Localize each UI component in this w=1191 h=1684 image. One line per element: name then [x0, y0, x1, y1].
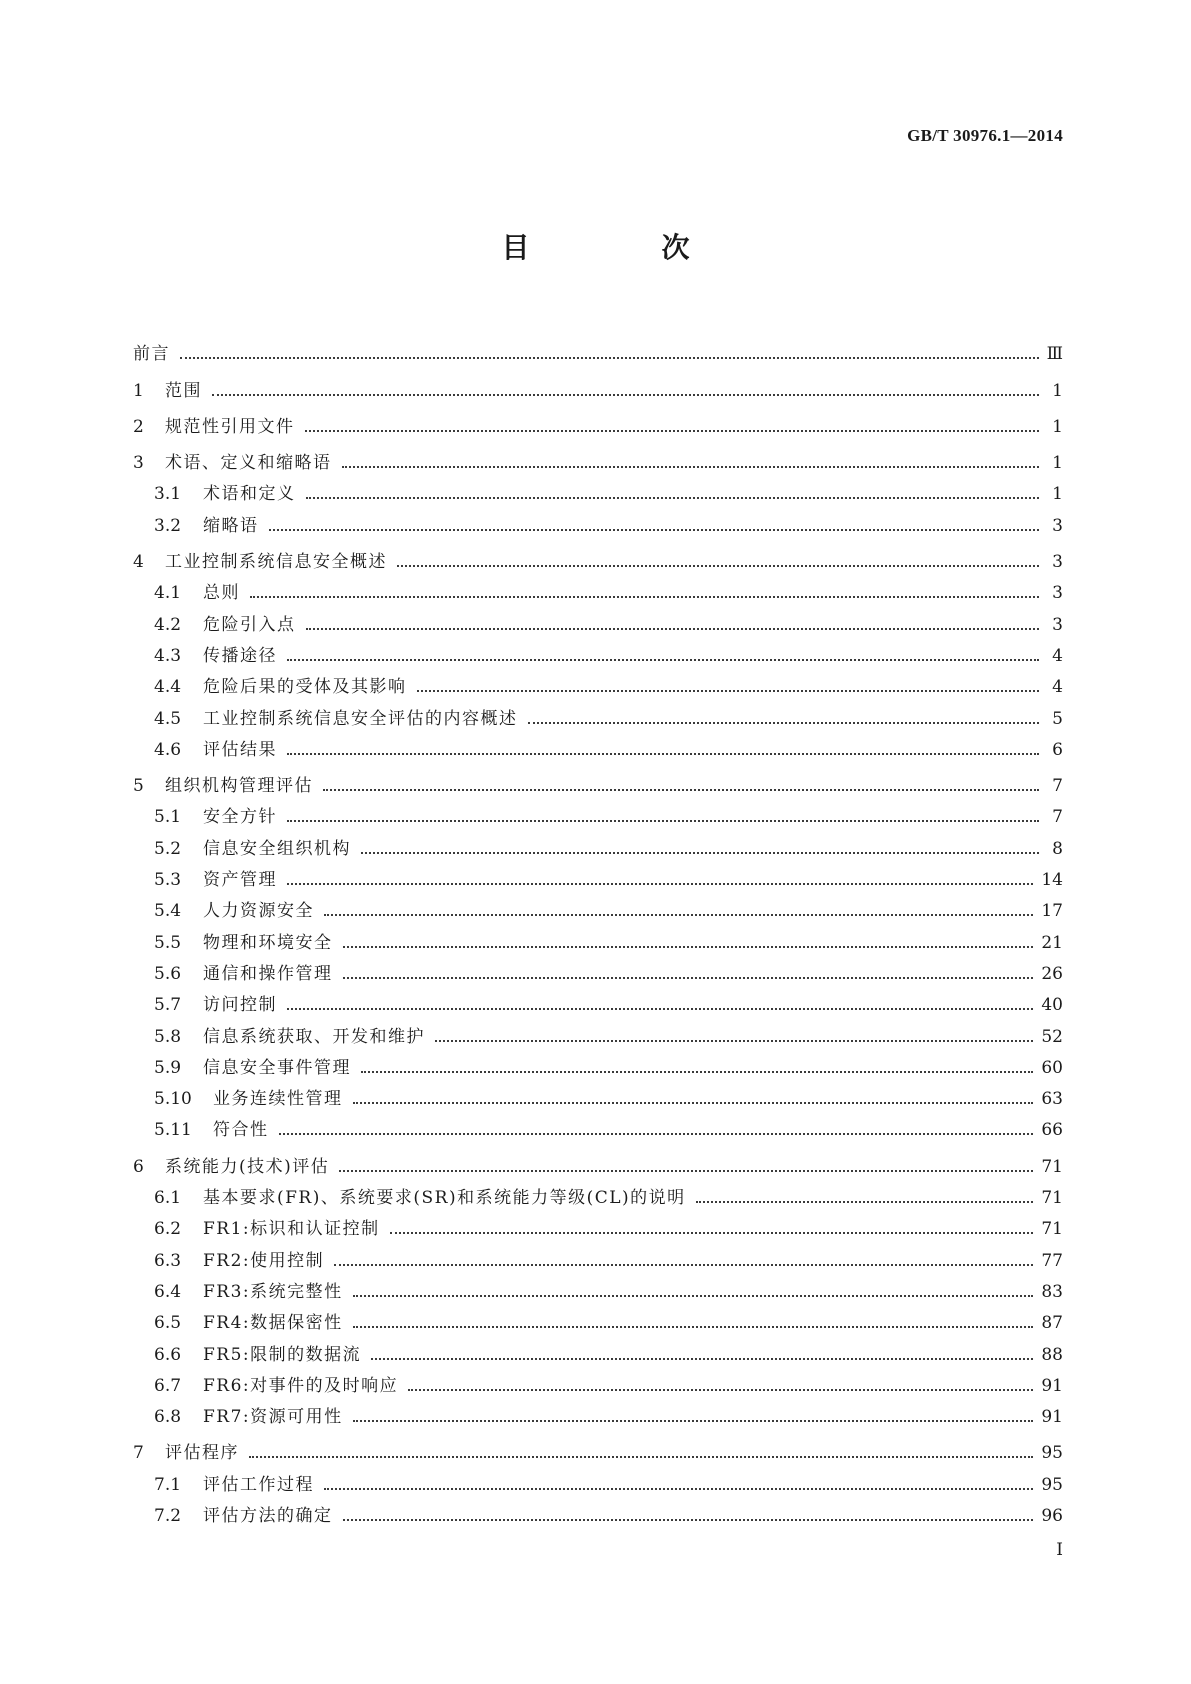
- toc-entry-number: 4.3: [154, 645, 182, 666]
- toc-entry-number: 6.5: [154, 1313, 182, 1334]
- toc-entry-page: 21: [1041, 932, 1063, 953]
- toc-entry[interactable]: [133, 826, 1063, 857]
- toc-entry-title: 信息系统获取、开发和维护: [203, 1026, 425, 1047]
- toc-entry-page: 66: [1041, 1120, 1063, 1141]
- toc-entry-page: 95: [1041, 1474, 1063, 1495]
- toc-entry-number: 6.1: [154, 1188, 182, 1209]
- toc-dot-leader: [323, 789, 1039, 791]
- toc-entry-title: FR1:标识和认证控制: [203, 1219, 380, 1240]
- toc-entry-title: 评估方法的确定: [203, 1505, 333, 1526]
- toc-entry-page: 14: [1041, 870, 1063, 891]
- toc-entry-page: 95: [1041, 1443, 1063, 1464]
- toc-entry[interactable]: [133, 1207, 1063, 1238]
- toc-entry[interactable]: [133, 405, 1063, 436]
- toc-entry-page: 83: [1041, 1281, 1063, 1302]
- toc-entry-page: 7: [1052, 776, 1063, 797]
- toc-entry-page: 3: [1052, 614, 1063, 635]
- toc-entry-number: 5.3: [154, 870, 182, 891]
- toc-entry-title: 规范性引用文件: [165, 416, 295, 437]
- toc-entry-number: 6: [133, 1156, 144, 1177]
- toc-entry-title: 人力资源安全: [203, 901, 314, 922]
- toc-entry-title: 评估结果: [203, 739, 277, 760]
- toc-entry[interactable]: [133, 983, 1063, 1014]
- toc-dot-leader: [353, 1295, 1034, 1297]
- toc-entry-page: 8: [1052, 838, 1063, 859]
- toc-entry[interactable]: [133, 795, 1063, 826]
- toc-entry-title: 总则: [203, 583, 240, 604]
- toc-entry[interactable]: [133, 1332, 1063, 1363]
- toc-dot-leader: [371, 1358, 1033, 1360]
- toc-dot-leader: [287, 883, 1033, 885]
- toc-entry-number: 5.1: [154, 807, 182, 828]
- toc-dot-leader: [353, 1420, 1034, 1422]
- toc-entry-number: 5.9: [154, 1057, 182, 1078]
- toc-entry-page: 1: [1052, 453, 1063, 474]
- toc-entry[interactable]: [133, 540, 1063, 571]
- toc-dot-leader: [353, 1102, 1034, 1104]
- toc-entry[interactable]: [133, 1108, 1063, 1139]
- toc-entry-page: 7: [1052, 807, 1063, 828]
- toc-entry-page: 71: [1041, 1188, 1063, 1209]
- toc-entry-title: 危险引入点: [203, 614, 296, 635]
- toc-dot-leader: [250, 596, 1039, 598]
- toc-entry[interactable]: [133, 1046, 1063, 1077]
- toc-entry-number: 5.11: [154, 1120, 192, 1141]
- toc-dot-leader: [180, 357, 1039, 359]
- toc-entry[interactable]: [133, 858, 1063, 889]
- toc-dot-leader: [305, 430, 1040, 432]
- toc-entry-title: 访问控制: [203, 995, 277, 1016]
- toc-entry[interactable]: [133, 1395, 1063, 1426]
- toc-entry-number: 5.2: [154, 838, 182, 859]
- toc-entry[interactable]: [133, 1077, 1063, 1108]
- toc-entry-page: 1: [1052, 380, 1063, 401]
- toc-entry-number: 5.5: [154, 932, 182, 953]
- toc-entry-number: 7.1: [154, 1474, 182, 1495]
- toc-dot-leader: [397, 565, 1039, 567]
- toc-dot-leader: [287, 753, 1039, 755]
- toc-dot-leader: [212, 394, 1039, 396]
- toc-entry-title: 通信和操作管理: [203, 963, 333, 984]
- toc-dot-leader: [435, 1040, 1033, 1042]
- toc-entry-number: 3.2: [154, 515, 182, 536]
- toc-dot-leader: [361, 852, 1039, 854]
- toc-entry[interactable]: [133, 503, 1063, 534]
- toc-dot-leader: [361, 1071, 1033, 1073]
- toc-dot-leader: [342, 466, 1040, 468]
- toc-entry-title: 资产管理: [203, 870, 277, 891]
- toc-entry[interactable]: [133, 764, 1063, 795]
- toc-entry-title: 危险后果的受体及其影响: [203, 677, 407, 698]
- toc-entry[interactable]: [133, 952, 1063, 983]
- toc-entry[interactable]: [133, 728, 1063, 759]
- toc-entry-page: 3: [1052, 515, 1063, 536]
- toc-entry[interactable]: [133, 889, 1063, 920]
- toc-entry-page: 5: [1052, 708, 1063, 729]
- toc-entry-page: 3: [1052, 583, 1063, 604]
- toc-entry[interactable]: [133, 1176, 1063, 1207]
- toc-entry-number: 7: [133, 1443, 144, 1464]
- toc-entry-page: 88: [1041, 1344, 1063, 1365]
- toc-entry-title: 术语、定义和缩略语: [165, 453, 332, 474]
- toc-entry-number: 4.4: [154, 677, 182, 698]
- toc-entry-page: 71: [1041, 1219, 1063, 1240]
- toc-dot-leader: [324, 1488, 1033, 1490]
- table-of-contents: [133, 332, 1063, 1525]
- toc-dot-leader: [696, 1201, 1034, 1203]
- toc-entry-number: 3.1: [154, 484, 182, 505]
- toc-dot-leader: [269, 529, 1040, 531]
- toc-entry[interactable]: [133, 1462, 1063, 1493]
- toc-entry-title: 评估程序: [165, 1443, 239, 1464]
- toc-entry[interactable]: [133, 1364, 1063, 1395]
- toc-entry-title: 范围: [165, 380, 202, 401]
- toc-dot-leader: [287, 820, 1039, 822]
- toc-entry[interactable]: [133, 1144, 1063, 1175]
- toc-entry-page: 17: [1041, 901, 1063, 922]
- toc-entry-page: 87: [1041, 1313, 1063, 1334]
- toc-entry-title: 工业控制系统信息安全概述: [165, 552, 387, 573]
- toc-dot-leader: [390, 1232, 1034, 1234]
- toc-entry-title: 符合性: [213, 1120, 269, 1141]
- toc-entry-title: 信息安全事件管理: [203, 1057, 351, 1078]
- toc-entry-page: 4: [1052, 677, 1063, 698]
- toc-entry-page: 91: [1041, 1407, 1063, 1428]
- toc-entry-number: 5.7: [154, 995, 182, 1016]
- toc-entry-page: 40: [1041, 995, 1063, 1016]
- toc-entry-title: FR5:限制的数据流: [203, 1344, 362, 1365]
- toc-entry-number: 6.7: [154, 1375, 182, 1396]
- toc-entry-title: 信息安全组织机构: [203, 838, 351, 859]
- toc-entry[interactable]: [133, 332, 1063, 363]
- toc-entry-title: 基本要求(FR)、系统要求(SR)和系统能力等级(CL)的说明: [203, 1188, 686, 1209]
- toc-entry-title: FR2:使用控制: [203, 1250, 325, 1271]
- toc-entry[interactable]: [133, 1301, 1063, 1332]
- toc-entry[interactable]: [133, 634, 1063, 665]
- toc-dot-leader: [408, 1389, 1033, 1391]
- toc-entry-title: FR6:对事件的及时响应: [203, 1375, 399, 1396]
- toc-entry-title: 评估工作过程: [203, 1474, 314, 1495]
- toc-entry-number: 6.8: [154, 1407, 182, 1428]
- toc-dot-leader: [287, 659, 1039, 661]
- toc-entry-title: 工业控制系统信息安全评估的内容概述: [203, 708, 518, 729]
- toc-entry-page: 96: [1041, 1505, 1063, 1526]
- toc-entry-page: 1: [1052, 416, 1063, 437]
- toc-entry-number: 4.5: [154, 708, 182, 729]
- toc-dot-leader: [339, 1170, 1033, 1172]
- toc-entry-title: FR4:数据保密性: [203, 1313, 343, 1334]
- toc-entry[interactable]: [133, 571, 1063, 602]
- toc-entry-title: 术语和定义: [203, 484, 296, 505]
- toc-dot-leader: [324, 914, 1033, 916]
- toc-entry-number: 5.4: [154, 901, 182, 922]
- toc-entry[interactable]: [133, 665, 1063, 696]
- toc-entry-number: 6.4: [154, 1281, 182, 1302]
- page-title: 目 次: [501, 231, 742, 264]
- toc-entry-number: 1: [133, 380, 144, 401]
- toc-dot-leader: [343, 946, 1034, 948]
- standard-number: GB/T 30976.1—2014: [907, 126, 1063, 145]
- toc-dot-leader: [334, 1264, 1033, 1266]
- toc-entry-title: FR7:资源可用性: [203, 1407, 343, 1428]
- toc-entry-page: 6: [1052, 739, 1063, 760]
- toc-dot-leader: [417, 690, 1040, 692]
- toc-entry[interactable]: [133, 1494, 1063, 1525]
- toc-entry-page: 26: [1041, 963, 1063, 984]
- toc-entry-page: 77: [1041, 1250, 1063, 1271]
- toc-entry-title: 物理和环境安全: [203, 932, 333, 953]
- toc-entry-number: 7.2: [154, 1505, 182, 1526]
- toc-entry-number: 4.1: [154, 583, 182, 604]
- toc-entry-number: 5: [133, 776, 144, 797]
- toc-entry[interactable]: [133, 1431, 1063, 1462]
- toc-entry-page: Ⅲ: [1046, 344, 1063, 365]
- toc-entry-title: 业务连续性管理: [213, 1089, 343, 1110]
- toc-dot-leader: [306, 628, 1040, 630]
- toc-entry-number: 5.10: [154, 1089, 192, 1110]
- toc-entry-number: 5.6: [154, 963, 182, 984]
- toc-entry-page: 60: [1041, 1057, 1063, 1078]
- toc-entry[interactable]: [133, 441, 1063, 472]
- toc-entry-number: 6.2: [154, 1219, 182, 1240]
- toc-entry[interactable]: [133, 696, 1063, 727]
- toc-entry-title: 系统能力(技术)评估: [165, 1156, 330, 1177]
- toc-entry-number: 4: [133, 552, 144, 573]
- toc-entry[interactable]: [133, 472, 1063, 503]
- toc-entry-number: 3: [133, 453, 144, 474]
- toc-entry-page: 63: [1041, 1089, 1063, 1110]
- toc-entry-title: 安全方针: [203, 807, 277, 828]
- toc-entry[interactable]: [133, 1238, 1063, 1269]
- toc-entry-title: FR3:系统完整性: [203, 1281, 343, 1302]
- toc-dot-leader: [343, 977, 1034, 979]
- toc-entry-number: 4.2: [154, 614, 182, 635]
- toc-entry[interactable]: [133, 920, 1063, 951]
- toc-dot-leader: [249, 1456, 1033, 1458]
- toc-entry-page: 1: [1052, 484, 1063, 505]
- toc-entry-title: 组织机构管理评估: [165, 776, 313, 797]
- toc-entry-page: 3: [1052, 552, 1063, 573]
- toc-dot-leader: [528, 722, 1040, 724]
- toc-dot-leader: [279, 1133, 1034, 1135]
- toc-entry-page: 52: [1041, 1026, 1063, 1047]
- toc-entry-title: 缩略语: [203, 515, 259, 536]
- toc-dot-leader: [343, 1519, 1034, 1521]
- toc-entry-page: 91: [1041, 1375, 1063, 1396]
- toc-entry-title: 传播途径: [203, 645, 277, 666]
- toc-entry[interactable]: [133, 1014, 1063, 1045]
- toc-entry-number: 2: [133, 416, 144, 437]
- toc-dot-leader: [306, 497, 1040, 499]
- toc-entry[interactable]: [133, 368, 1063, 399]
- page-number: I: [1056, 1540, 1063, 1560]
- toc-entry-page: 71: [1041, 1156, 1063, 1177]
- toc-entry-title: 前言: [133, 344, 170, 365]
- toc-entry-number: 6.3: [154, 1250, 182, 1271]
- toc-entry-page: 4: [1052, 645, 1063, 666]
- toc-entry[interactable]: [133, 602, 1063, 633]
- toc-entry-number: 6.6: [154, 1344, 182, 1365]
- toc-dot-leader: [287, 1008, 1033, 1010]
- toc-entry-number: 4.6: [154, 739, 182, 760]
- toc-dot-leader: [353, 1326, 1034, 1328]
- toc-entry[interactable]: [133, 1270, 1063, 1301]
- toc-entry-number: 5.8: [154, 1026, 182, 1047]
